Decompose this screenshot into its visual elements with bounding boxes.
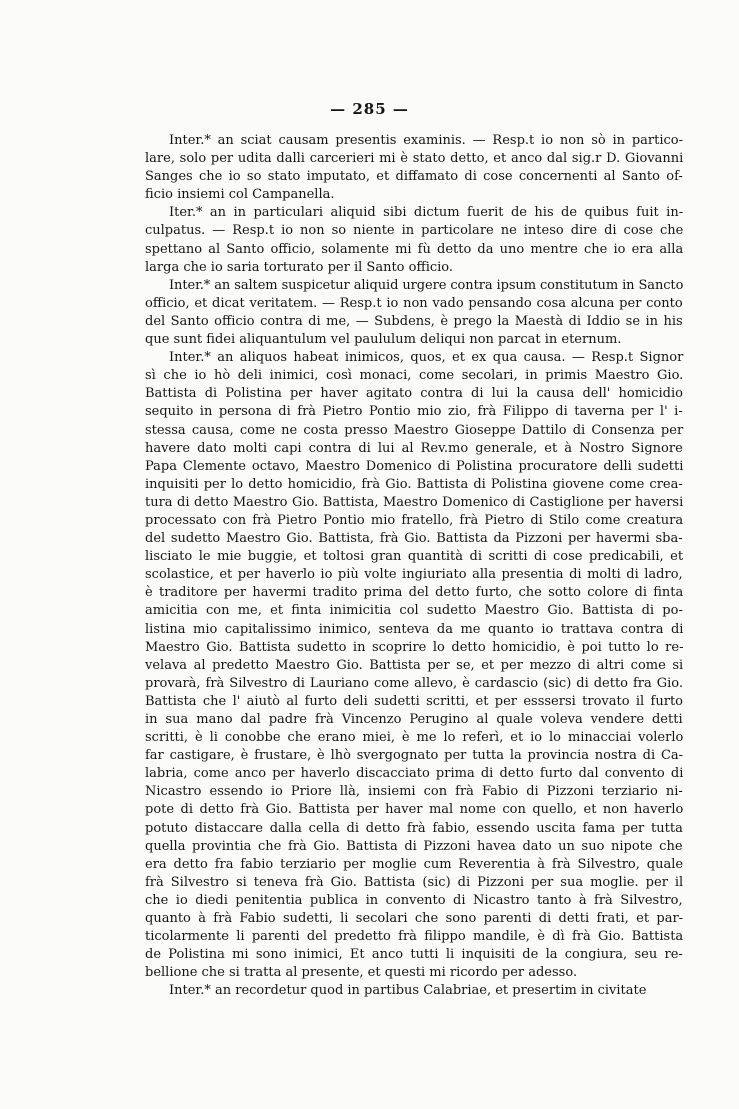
- text-line: è traditore per havermi tradito prima del detto furto, che sotto colore di finta: [145, 585, 684, 601]
- text-line: Sanges che io so stato imputato, et diffamato di cose concernenti al Santo of-: [145, 169, 683, 185]
- text-line: larga che io saria torturato per il Santo officio.: [145, 259, 454, 275]
- text-line: Papa Clemente octavo, Maestro Domenico di Polistina procuratore delli sudetti: [145, 458, 684, 474]
- text-line: processato con frà Pietro Pontio mio fratello, frà Pietro di Stilo come creatura: [145, 512, 684, 528]
- text-line: bellione che si tratta al presente, et questi mi ricordo per adesso.: [145, 965, 578, 981]
- text-line: stessa causa, come ne costa presso Maestro Gioseppe Dattilo di Consenza per: [145, 422, 684, 438]
- text-line: frà Silvestro si teneva frà Gio. Battista (sic) di Pizzoni per sua moglie. per il: [145, 874, 684, 890]
- text-line: Nicastro essendo io Priore llà, insiemi con frà Fabio di Pizzoni terziario ni-: [145, 784, 683, 800]
- text-line: inquisiti per lo detto homicidio, frà Gio. Battista di Polistina giovene come crea-: [145, 476, 683, 492]
- text-line: Inter.* an sciat causam presentis examinis. — Resp.t io non sò in partico-: [169, 133, 683, 148]
- text-line: quanto à frà Fabio sudetti, li secolari che sono parenti di detti frati, et par-: [145, 911, 684, 927]
- text-line: era detto fra fabio terziario per moglie cum Reverentia à frà Silvestro, quale: [145, 856, 684, 872]
- text-line: pote di detto frà Gio. Battista per haver mal nome con quello, et non haverlo: [145, 802, 684, 818]
- text-line: listina mio capitalissimo inimico, senteva da me quanto io trattava contra di: [145, 621, 684, 637]
- text-line: lare, solo per udita dalli carcerieri mi è stato detto, et anco dal sig.r D. Giovanni: [145, 151, 684, 167]
- text-line: quella provintia che frà Gio. Battista di Pizzoni havea dato un suo nipote che: [145, 838, 683, 854]
- text-line: Iter.* an in particulari aliquid sibi dictum fuerit de his de quibus fuit in-: [169, 205, 684, 221]
- text-line: ficio insiemi col Campanella.: [145, 187, 335, 203]
- text-line: velava al predetto Maestro Gio. Battista per se, et per mezzo di altri come si: [145, 657, 684, 673]
- text-line: scritti, è li conobbe che erano miei, è me lo referì, et io lo minacciai volerlo: [145, 730, 684, 746]
- text-line: Battista che l' aiutò al furto deli sudetti scritti, et per esssersi trovato il furto: [145, 693, 683, 709]
- text-line: potuto distaccare dalla cella di detto frà fabio, essendo uscita fama per tutta: [145, 820, 683, 836]
- text-line: de Polistina mi sono inimici, Et anco tutti li inquisiti de la congiura, seu re-: [145, 947, 683, 963]
- text-line: Battista di Polistina per haver agitato contra di lui la causa dell' homicidio: [145, 386, 683, 402]
- page-number: — 285 —: [330, 100, 409, 118]
- text-line: Inter.* an aliquos habeat inimicos, quos, et ex qua causa. — Resp.t Signor: [169, 350, 684, 366]
- text-line: del sudetto Maestro Gio. Battista, frà Gio. Battista da Pizzoni per havermi sba-: [145, 531, 683, 547]
- text-line: culpatus. — Resp.t io non so niente in particolare ne inteso dire di cose che: [145, 223, 684, 239]
- text-line: havere dato molti capi contra di lui al Rev.mo generale, et à Nostro Signore: [145, 440, 683, 456]
- text-line: que sunt fidei aliquantulum vel paululum deliqui non parcat in eternum.: [145, 332, 622, 348]
- text-line: che io diedi penitentia publica in convento di Nicastro tanto à frà Silvestro,: [145, 892, 683, 908]
- text-line: in sua mano dal padre frà Vincenzo Perugino al quale voleva vendere detti: [145, 712, 683, 727]
- text-line: amicitia con me, et finta inimicitia col sudetto Maestro Gio. Battista di po-: [145, 603, 683, 619]
- text-line: officio, et dicat veritatem. — Resp.t io non vado pensando cosa alcuna per conto: [145, 295, 683, 311]
- text-line: scolastice, et per haverlo io più volte ingiuriato alla presentia di molti di ladro,: [145, 567, 683, 583]
- text-line: del Santo officio contra di me, — Subdens, è prego la Maestà di Iddio se in his: [145, 313, 683, 329]
- text-line: labria, come anco per haverlo discacciato prima di detto furto dal convento di: [145, 766, 684, 782]
- text-line: Inter.* an saltem suspicetur aliquid urgere contra ipsum constitutum in Sancto: [169, 277, 684, 293]
- text-line: sì che io hò deli inimici, così monaci, come secolari, in primis Maestro Gio.: [145, 368, 684, 384]
- text-line: lisciato le mie buggie, et toltosi gran quantità di scritti di cose predicabili, et: [145, 549, 684, 565]
- text-line: sequito in persona di frà Pietro Pontio mio zio, frà Filippo di taverna per l' i-: [145, 404, 683, 420]
- text-line: Inter.* an recordetur quod in partibus Calabriae, et presertim in civitate: [169, 983, 647, 999]
- text-line: spettano al Santo officio, solamente mi fù detto da uno mentre che io era alla: [145, 241, 684, 257]
- text-line: ticolarmente li parenti del predetto frà filippo mandile, è dì frà Gio. Battista: [145, 929, 684, 945]
- body-text: [145, 132, 683, 1001]
- text-line: tura di detto Maestro Gio. Battista, Maestro Domenico di Castiglione per haversi: [145, 494, 684, 510]
- text-line: provarà, frà Silvestro di Lauriano come allevo, è cardascio (sic) di detto fra Gio.: [145, 675, 684, 691]
- text-line: far castigare, è frustare, è lhò svergognato per tutta la provincia nostra di Ca-: [145, 748, 684, 764]
- text-line: Maestro Gio. Battista sudetto in scoprire lo detto homicidio, è poi tutto lo re-: [145, 639, 684, 655]
